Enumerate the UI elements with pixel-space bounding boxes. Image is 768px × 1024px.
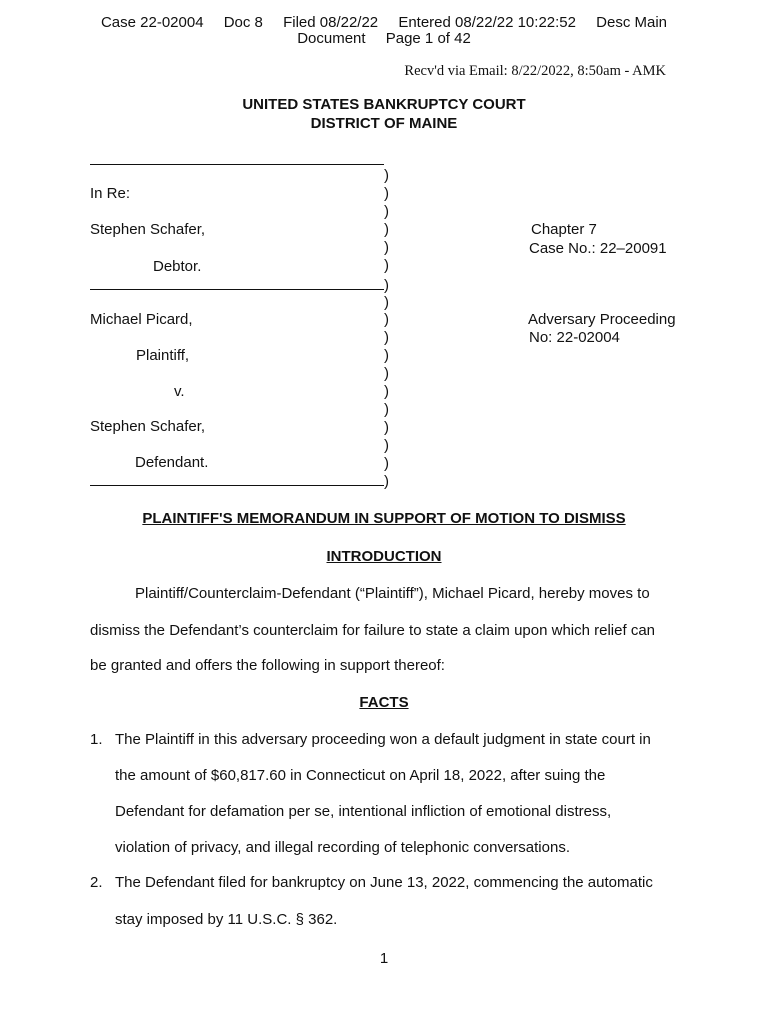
caption-versus: v. xyxy=(174,383,185,400)
fact-line: The Plaintiff in this adversary proceeding won a default judgment in state court in xyxy=(115,731,651,748)
filing-stamp-line1 xyxy=(0,15,768,31)
paren: ) xyxy=(384,203,389,220)
intro-line: dismiss the Defendant’s counterclaim for failure to state a claim upon which relief can xyxy=(90,622,655,639)
facts-heading: FACTS xyxy=(359,694,409,711)
caption-plaintiff-name: Michael Picard, xyxy=(90,311,193,328)
paren: ) xyxy=(384,365,389,382)
caption-debtor-role: Debtor. xyxy=(153,258,202,275)
paren: ) xyxy=(384,185,389,202)
paren: ) xyxy=(384,419,389,436)
paren: ) xyxy=(384,239,389,256)
paren: ) xyxy=(384,383,389,400)
introduction-heading: INTRODUCTION xyxy=(326,548,442,565)
fact-line: violation of privacy, and illegal recording of telephonic conversations. xyxy=(115,839,570,856)
desc-stamp: Desc Main xyxy=(596,14,668,31)
caption-case-number: Case No.: 22–20091 xyxy=(529,240,667,257)
caption-defendant-role: Defendant. xyxy=(135,454,209,471)
fact-line: Defendant for defamation per se, intentional infliction of emotional distress, xyxy=(115,803,612,820)
fact-line: stay imposed by 11 U.S.C. § 362. xyxy=(115,911,338,928)
caption-rule-middle xyxy=(90,289,384,290)
case-number-stamp: Case 22-02004 xyxy=(100,14,204,31)
caption-chapter: Chapter 7 xyxy=(531,221,597,238)
paren: ) xyxy=(384,277,389,294)
caption-defendant-name: Stephen Schafer, xyxy=(90,418,206,435)
fact-number: 2. xyxy=(90,874,103,891)
paren: ) xyxy=(384,311,389,328)
entered-date-stamp: Entered 08/22/22 10:22:52 xyxy=(398,14,576,31)
caption-in-re: In Re: xyxy=(90,185,131,202)
paren: ) xyxy=(384,401,389,418)
court-header xyxy=(0,95,768,133)
paren: ) xyxy=(384,455,389,472)
page-number: 1 xyxy=(379,950,389,967)
doc-number-stamp: Doc 8 xyxy=(223,14,263,31)
intro-line: Plaintiff/Counterclaim-Defendant (“Plaintiff”), Michael Picard, hereby moves to xyxy=(135,585,650,602)
caption-adversary-label: Adversary Proceeding xyxy=(528,311,676,328)
paren: ) xyxy=(384,329,389,346)
paren: ) xyxy=(384,167,389,184)
court-name: UNITED STATES BANKRUPTCY COURT xyxy=(242,96,526,113)
paren: ) xyxy=(384,347,389,364)
caption-plaintiff-role: Plaintiff, xyxy=(136,347,190,364)
filing-stamp-line2 xyxy=(0,31,768,47)
caption-debtor-name: Stephen Schafer, xyxy=(90,221,206,238)
document-stamp: Document xyxy=(297,30,366,47)
intro-line: be granted and offers the following in support thereof: xyxy=(90,657,445,674)
paren: ) xyxy=(384,221,389,238)
memorandum-title: PLAINTIFF'S MEMORANDUM IN SUPPORT OF MOTION TO DISMISS xyxy=(142,510,626,527)
caption-rule-bottom xyxy=(90,485,384,486)
paren: ) xyxy=(384,473,389,490)
fact-number: 1. xyxy=(90,731,103,748)
filed-date-stamp: Filed 08/22/22 xyxy=(283,14,379,31)
caption-adversary-number: No: 22-02004 xyxy=(529,329,620,346)
paren: ) xyxy=(384,294,389,311)
received-note: Recv'd via Email: 8/22/2022, 8:50am - AMK xyxy=(404,63,666,79)
paren: ) xyxy=(384,437,389,454)
fact-line: the amount of $60,817.60 in Connecticut on April 18, 2022, after suing the xyxy=(115,767,606,784)
fact-line: The Defendant filed for bankruptcy on June 13, 2022, commencing the automatic xyxy=(115,874,653,891)
paren: ) xyxy=(384,257,389,274)
caption-rule-top xyxy=(90,164,384,165)
court-district: DISTRICT OF MAINE xyxy=(310,115,458,132)
page-count-stamp: Page 1 of 42 xyxy=(385,30,471,47)
